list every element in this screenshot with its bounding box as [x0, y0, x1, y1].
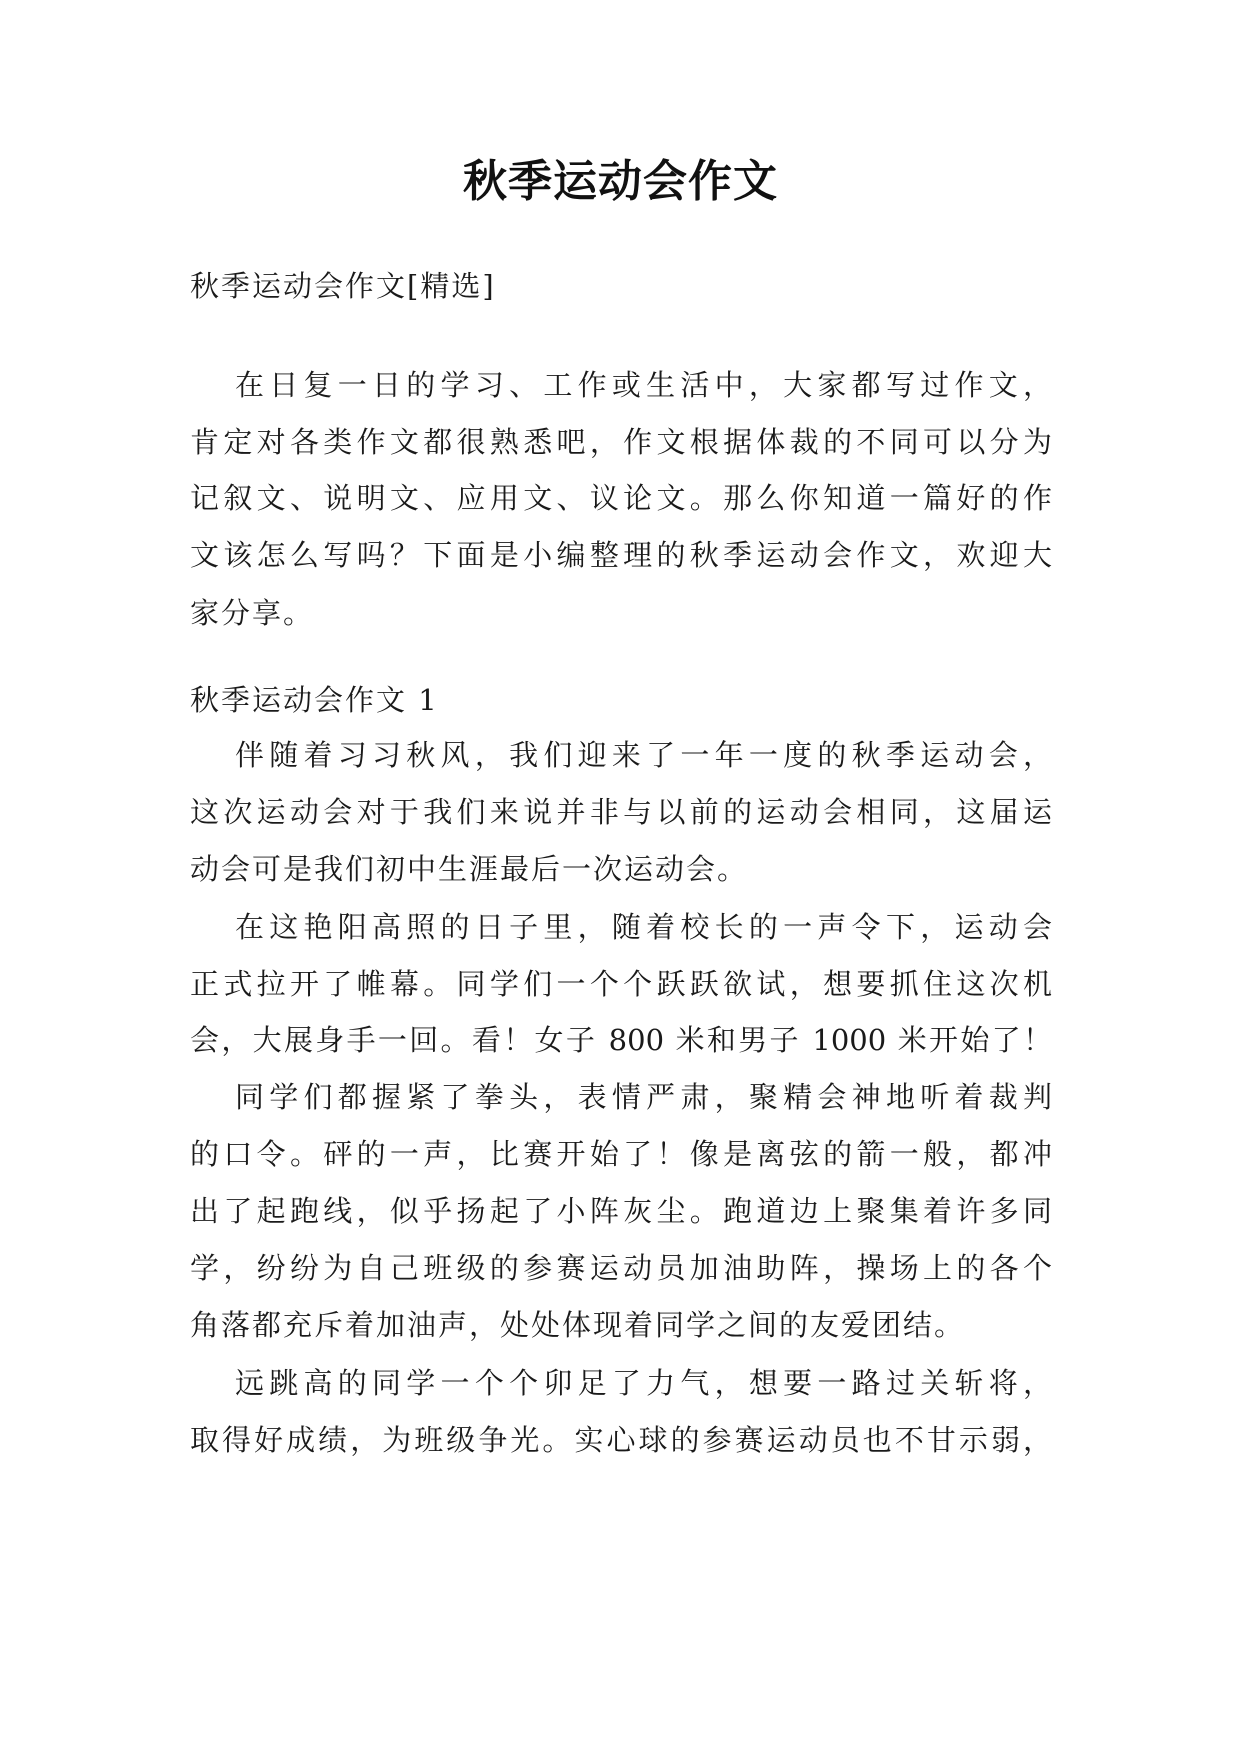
paragraph-line: 动会可是我们初中生涯最后一次运动会。: [190, 852, 749, 886]
paragraph-line: 取得好成绩，为班级争光。实心球的参赛运动员也不甘示弱，: [190, 1423, 1052, 1457]
paragraph-line: 这次运动会对于我们来说并非与以前的运动会相同，这届运: [190, 795, 1052, 829]
paragraph-line: 同学们都握紧了拳头，表情严肃，聚精会神地听着裁判: [235, 1080, 1052, 1114]
page-title: 秋季运动会作文: [463, 156, 778, 207]
paragraph-line: 伴随着习习秋风，我们迎来了一年一度的秋季运动会，: [235, 738, 1052, 772]
paragraph-line: 远跳高的同学一个个卯足了力气，想要一路过关斩将，: [235, 1366, 1052, 1400]
paragraph-line: 学，纷纷为自己班级的参赛运动员加油助阵，操场上的各个: [190, 1251, 1052, 1285]
paragraph-line: 肯定对各类作文都很熟悉吧，作文根据体裁的不同可以分为: [190, 425, 1052, 459]
subtitle: 秋季运动会作文[精选]: [190, 269, 496, 303]
paragraph-line: 的口令。砰的一声，比赛开始了！像是离弦的箭一般，都冲: [190, 1137, 1052, 1171]
paragraph-line: 在这艳阳高照的日子里，随着校长的一声令下，运动会: [235, 910, 1052, 944]
paragraph-line: 正式拉开了帷幕。同学们一个个跃跃欲试，想要抓住这次机: [190, 967, 1052, 1001]
paragraph-line: 会，大展身手一回。看！女子 800 米和男子 1000 米开始了！: [190, 1023, 1052, 1057]
paragraph-line: 记叙文、说明文、应用文、议论文。那么你知道一篇好的作: [190, 481, 1052, 515]
paragraph-line: 文该怎么写吗？下面是小编整理的秋季运动会作文，欢迎大: [190, 538, 1052, 572]
paragraph-line: 家分享。: [190, 596, 315, 630]
paragraph-line: 出了起跑线，似乎扬起了小阵灰尘。跑道边上聚集着许多同: [190, 1194, 1052, 1228]
paragraph-line: 在日复一日的学习、工作或生活中，大家都写过作文，: [235, 368, 1052, 402]
paragraph-line: 角落都充斥着加油声，处处体现着同学之间的友爱团结。: [190, 1308, 966, 1342]
section-heading: 秋季运动会作文 1: [190, 683, 439, 717]
